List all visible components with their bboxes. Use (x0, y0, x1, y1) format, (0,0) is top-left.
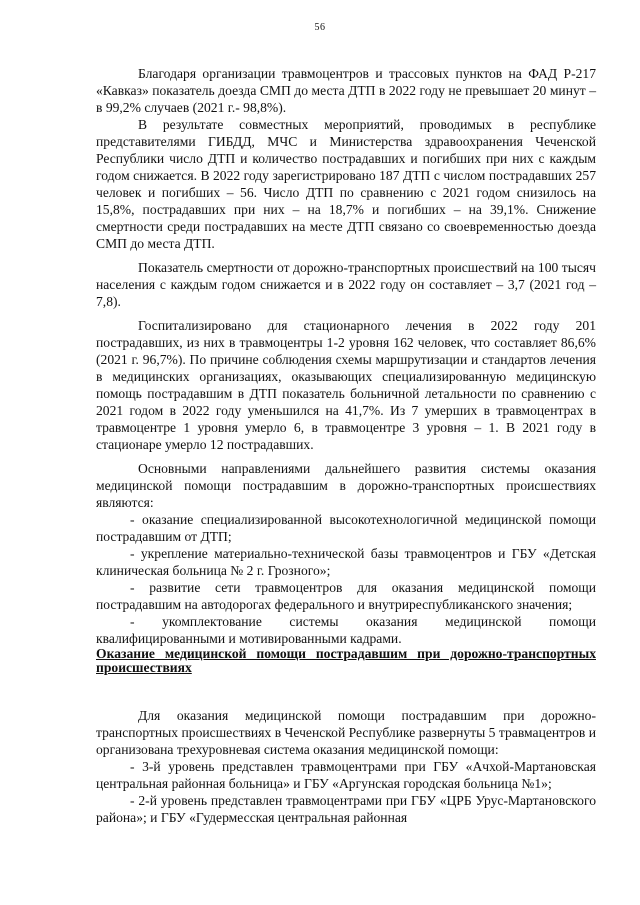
trauma-level-item: - 2-й уровень представлен травмоцентрами при ГБУ «ЦРБ Урус-Мартановского района»; и ГБУ «Гудермесская центральная районная (96, 793, 596, 825)
document-body (96, 65, 596, 826)
trauma-level-item: - 3-й уровень представлен травмоцентрами при ГБУ «Ачхой-Мартановская центральная районная больница» и ГБУ «Аргунская городская больница №1»; (96, 759, 596, 791)
paragraph-accident-statistics: В результате совместных мероприятий, проводимых в республике представителями ГИБДД, МЧС и Министерства здравоохранения Чеченской Республики число ДТП и количество пострадавших и погибших при них с каждым годом снижается. В 2022 году зарегистрировано 187 ДТП с числом пострадавших 257 человек и погибших – 56. Число ДТП по сравнению с 2021 годом снизилось на 15,8%, пострадавших при них – на 18,7% и погибших – на 39,1%. Снижение смертности среди пострадавших на месте ДТП связано со своевременностью доезда СМП до места ДТП. (96, 117, 596, 251)
direction-item: - оказание специализированной высокотехнологичной медицинской помощи пострадавшим от ДТП; (96, 512, 596, 544)
page-number: 56 (314, 22, 326, 33)
paragraph-mortality-rate: Показатель смертности от дорожно-транспортных происшествий на 100 тысяч населения с каждым годом снижается и в 2022 году он составляет – 3,7 (2021 год – 7,8). (96, 260, 596, 309)
paragraph-development-directions: Основными направлениями дальнейшего развития системы оказания медицинской помощи пострадавшим в дорожно-транспортных происшествиях являются: (96, 461, 596, 510)
direction-item: - укрепление материально-технической базы травмоцентров и ГБУ «Детская клиническая больница № 2 г. Грозного»; (96, 546, 596, 578)
paragraph-trauma-system-intro: Для оказания медицинской помощи пострадавшим при дорожно-транспортных происшествиях в Чеченской Республике развернуты 5 травмацентров и организована трехуровневая система оказания медицинской помощи: (96, 708, 596, 757)
direction-item: - укомплектование системы оказания медицинской помощи квалифицированными и мотивированными кадрами. (96, 614, 596, 646)
paragraph-hospitalization: Госпитализировано для стационарного лечения в 2022 году 201 пострадавших, из них в травмоцентры 1-2 уровня 162 человек, что составляет 86,6% (2021 г. 96,7%). По причине соблюдения схемы маршрутизации и стандартов лечения в медицинских организациях, оказывающих специализированную медицинскую помощь пострадавшим в ДТП показатель больничной летальности по сравнению с 2021 годом в 2022 году уменьшился на 41,7%. Из 7 умерших в травмоцентрах в травмоцентре 1 уровня умерло 6, в травмоцентре 3 уровня – 1. В 2021 году в стационаре умерло 12 пострадавших. (96, 318, 596, 452)
direction-item: - развитие сети травмоцентров для оказания медицинской помощи пострадавшим на автодорогах федерального и внутриреспубликанского значения; (96, 580, 596, 612)
paragraph-road-response-time: Благодаря организации травмоцентров и трассовых пунктов на ФАД Р-217 «Кавказ» показатель доезда СМП до места ДТП в 2022 году не превышает 20 минут – в 99,2% случаев (2021 г.- 98,8%). (96, 66, 596, 115)
section-heading: Оказание медицинской помощи пострадавшим при дорожно-транспортных происшествиях (96, 646, 596, 675)
